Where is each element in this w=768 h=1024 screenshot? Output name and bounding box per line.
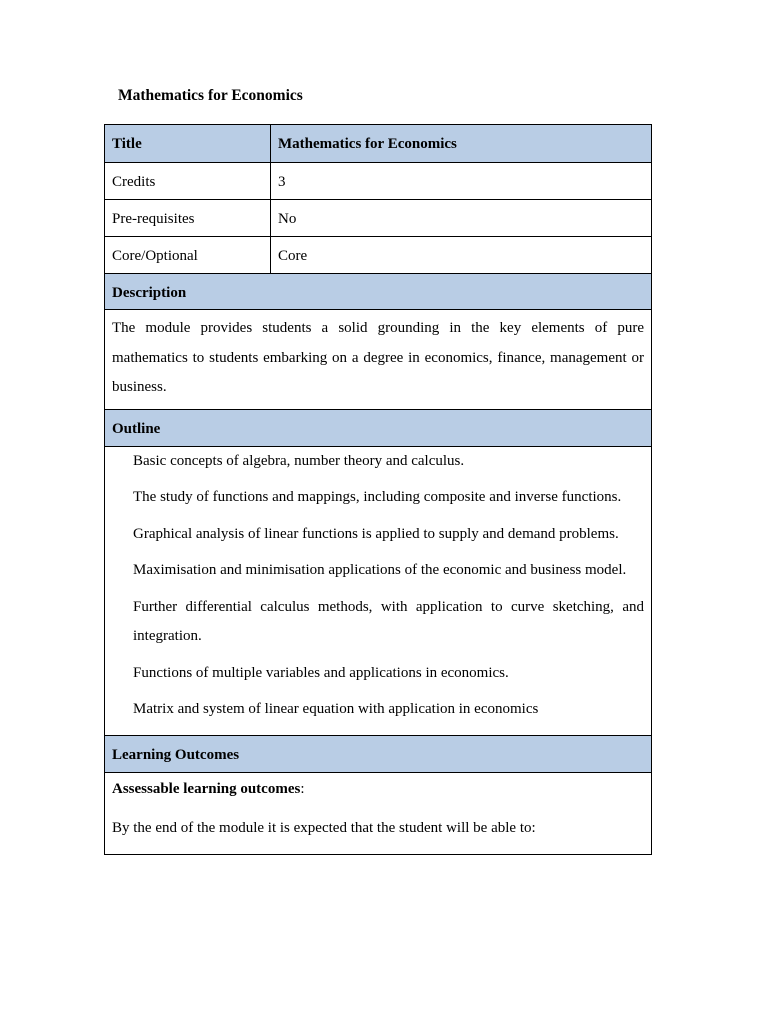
module-spec-table: [104, 124, 652, 855]
core-optional-row: [105, 237, 652, 274]
title-value: Mathematics for Economics: [271, 125, 652, 163]
outline-item: Functions of multiple variables and applications in economics.: [133, 664, 509, 681]
core-optional-value: Core: [271, 237, 652, 274]
outline-item: Graphical analysis of linear functions is applied to supply and demand problems.: [133, 525, 619, 542]
outline-item: Further differential calculus methods, with application to curve sketching, and integration.: [133, 598, 644, 644]
assessable-outcomes-line: [112, 779, 644, 799]
prerequisites-value: No: [271, 200, 652, 237]
learning-outcomes-body-row: [105, 772, 652, 854]
description-body-row: [105, 310, 652, 410]
document-heading: Mathematics for Economics: [118, 87, 303, 104]
assessable-outcomes-subheading: Assessable learning outcomes: [112, 780, 301, 797]
outline-item: The study of functions and mappings, including composite and inverse functions.: [133, 489, 622, 505]
core-optional-label: Core/Optional: [105, 237, 271, 274]
learning-outcomes-heading: Learning Outcomes: [105, 735, 652, 772]
title-label: Title: [105, 125, 271, 163]
outline-list-cell: [105, 446, 652, 735]
prerequisites-label: Pre-requisites: [105, 200, 271, 237]
outline-body-row: [105, 446, 652, 735]
prerequisites-row: [105, 200, 652, 237]
outline-item: Maximisation and minimisation applications of the economic and business model.: [133, 562, 627, 578]
learning-outcomes-cell: [105, 772, 652, 854]
learning-outcomes-header-row: [105, 735, 652, 772]
outline-heading: Outline: [105, 409, 652, 446]
learning-outcomes-intro: By the end of the module it is expected that the student will be able to:: [112, 819, 536, 836]
outline-header-row: [105, 409, 652, 446]
description-text: The module provides students a solid grounding in the key elements of pure mathematics to students embarking on a degree in economics, finance, management or business.: [105, 310, 652, 410]
assessable-outcomes-colon: :: [300, 780, 305, 797]
description-heading: Description: [105, 274, 652, 310]
title-row: [105, 125, 652, 163]
credits-row: [105, 163, 652, 200]
credits-label: Credits: [105, 163, 271, 200]
outline-item: Matrix and system of linear equation with application in economics: [133, 701, 539, 717]
outline-list: [133, 447, 644, 735]
description-header-row: [105, 274, 652, 310]
outline-item: Basic concepts of algebra, number theory and calculus.: [133, 452, 465, 469]
credits-value: 3: [271, 163, 652, 200]
